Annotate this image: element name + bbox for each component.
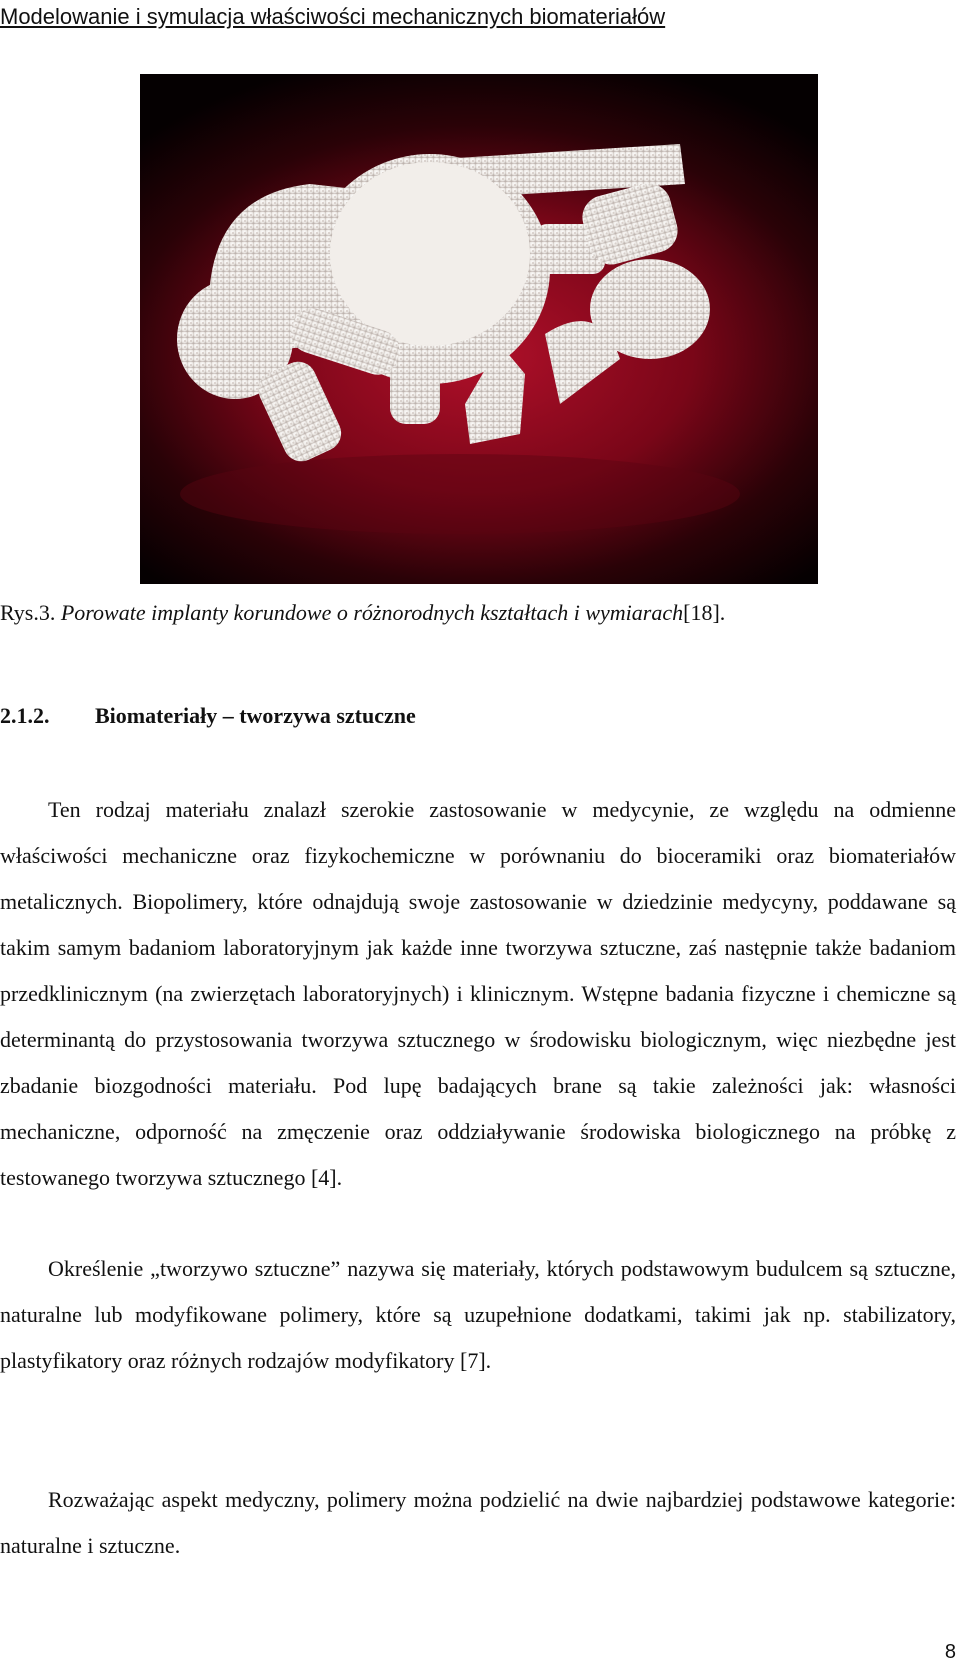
page-number: 8 — [944, 1641, 956, 1663]
figure-photo-porous-implants — [140, 74, 818, 584]
section-heading — [0, 703, 416, 729]
paragraph-3: Rozważając aspekt medyczny, polimery można podzielić na dwie najbardziej podstawowe kategorie: naturalne i sztuczne. — [0, 1487, 956, 1558]
section-number: 2.1.2. — [0, 703, 50, 728]
figure-caption — [0, 600, 725, 626]
figure-reference: [18]. — [683, 600, 726, 625]
figure-caption-text: Porowate implanty korundowe o różnorodnych kształtach i wymiarach — [60, 600, 684, 625]
porous-implants-illustration — [140, 74, 818, 584]
running-header: Modelowanie i symulacja właściwości mechanicznych biomateriałów — [0, 4, 666, 29]
figure-label: Rys.3. — [0, 600, 56, 625]
section-title: Biomateriały – tworzywa sztuczne — [95, 703, 416, 728]
paragraph-2: Określenie „tworzywo sztuczne” nazywa się materiały, których podstawowym budulcem są sztuczne, naturalne lub modyfikowane polimery, które są uzupełnione dodatkami, takimi jak np. stabilizatory, plastyfikatory oraz różnych rodzajów modyfikatory [7]. — [0, 1256, 956, 1373]
paragraph-1: Ten rodzaj materiału znalazł szerokie zastosowanie w medycynie, ze względu na odmienne właściwości mechaniczne oraz fizykochemiczne w porównaniu do bioceramiki oraz biomateriałów metalicznych. Biopolimery, które odnajdują swoje zastosowanie w dziedzinie medycyny, poddawane są takim samym badaniom laboratoryjnym jak każde inne tworzywa sztuczne, zaś następnie także badaniom przedklinicznym (na zwierzętach laboratoryjnych) i klinicznym. Wstępne badania fizyczne i chemiczne są determinantą do przystosowania tworzywa sztucznego w środowisku biologicznym, więc niezbędne jest zbadanie biozgodności materiału. Pod lupę badających brane są takie zależności jak: własności mechaniczne, odporność na zmęczenie oraz oddziaływanie środowiska biologicznego na próbkę z testowanego tworzywa sztucznego [4]. — [0, 797, 956, 1190]
